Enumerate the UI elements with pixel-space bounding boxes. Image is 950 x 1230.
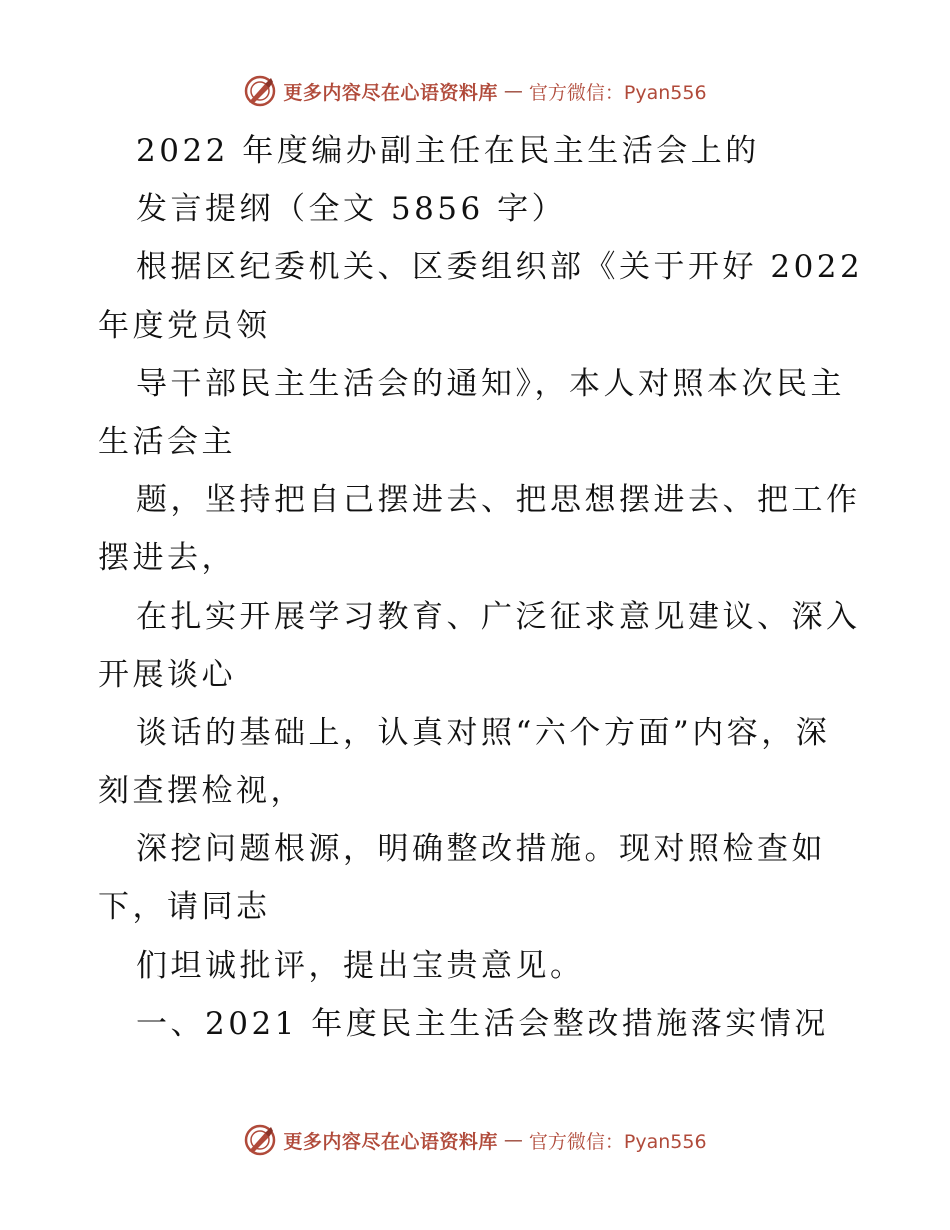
- document-line: 一、2021 年度民主生活会整改措施落实情况: [136, 1005, 829, 1042]
- document-line: 导干部民主生活会的通知》，本人对照本次民主: [136, 365, 845, 402]
- footer-watermark: [0, 1122, 950, 1158]
- watermark-separator: —: [503, 80, 523, 102]
- document-line: 谈话的基础上，认真对照“六个方面”内容，深: [136, 714, 831, 751]
- document-line: 们坦诚批评，提出宝贵意见。: [136, 947, 585, 984]
- header-watermark: [0, 73, 950, 109]
- pen-logo-icon: [243, 1123, 277, 1157]
- watermark-text: 更多内容尽在心语资料库: [283, 81, 498, 104]
- document-line: 生活会主: [98, 423, 236, 460]
- document-line: 题，坚持把自己摆进去、把思想摆进去、把工作: [136, 482, 861, 519]
- watermark-wechat: 官方微信：Pyan556: [528, 81, 707, 104]
- document-line: 2022 年度编办副主任在民主生活会上的: [136, 133, 760, 169]
- watermark-separator: —: [503, 1129, 523, 1151]
- document-line: 下，请同志: [98, 889, 271, 926]
- document-line: 根据区纪委机关、区委组织部《关于开好 2022: [136, 249, 864, 286]
- document-line: 刻查摆检视，: [98, 773, 305, 810]
- document-line: 年度党员领: [98, 307, 271, 344]
- watermark-wechat: 官方微信：Pyan556: [528, 1130, 707, 1153]
- document-line: 摆进去，: [98, 540, 236, 577]
- pen-logo-icon: [243, 74, 277, 108]
- document-line: 深挖问题根源，明确整改措施。现对照检查如: [136, 831, 826, 868]
- document-body: [98, 122, 864, 1053]
- document-line: 开展谈心: [98, 656, 236, 693]
- document-line: 发言提纲（全文 5856 字）: [136, 191, 567, 228]
- watermark-text: 更多内容尽在心语资料库: [283, 1130, 498, 1153]
- document-line: 在扎实开展学习教育、广泛征求意见建议、深入: [136, 598, 861, 635]
